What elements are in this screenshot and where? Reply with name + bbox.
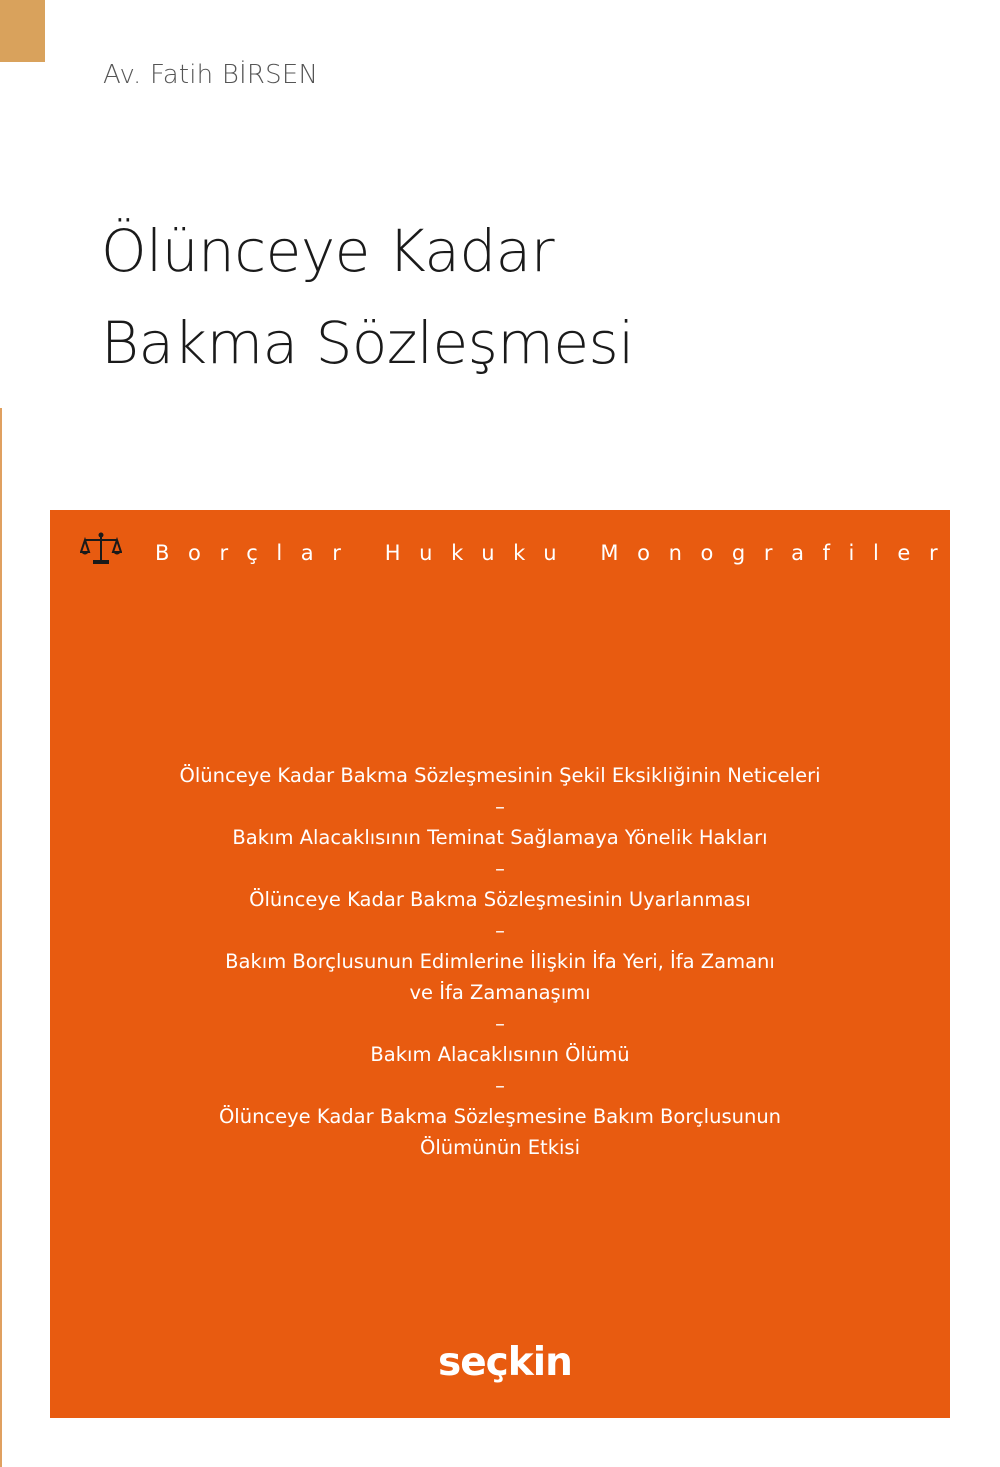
topic-item-continued: Ölümünün Etkisi	[419, 1136, 580, 1159]
topic-item-continued: ve İfa Zamanaşımı	[409, 981, 591, 1004]
author-name: Av. Fatih BİRSEN	[103, 60, 319, 90]
book-title-line-2: Bakma Sözleşmesi	[101, 309, 634, 377]
topic-separator: –	[495, 857, 505, 880]
corner-tab	[0, 0, 45, 62]
scale-of-justice-icon	[80, 531, 122, 567]
publisher-logo: seçkin	[438, 1340, 572, 1385]
topic-separator: –	[495, 1074, 505, 1097]
topic-item: Ölünceye Kadar Bakma Sözleşmesinin Şekil Eksikliğinin Neticeleri	[179, 764, 821, 787]
book-title	[101, 205, 634, 389]
topic-list	[100, 760, 900, 1163]
topic-item: Bakım Borçlusunun Edimlerine İlişkin İfa Yeri, İfa Zamanı	[225, 950, 775, 973]
series-name: Borçlar Hukuku Monografileri	[155, 541, 981, 565]
spine-line	[0, 408, 2, 1467]
topic-item: Bakım Alacaklısının Teminat Sağlamaya Yönelik Hakları	[232, 826, 768, 849]
topic-item: Ölünceye Kadar Bakma Sözleşmesinin Uyarlanması	[249, 888, 751, 911]
topic-separator: –	[495, 919, 505, 942]
topic-separator: –	[495, 1012, 505, 1035]
topic-separator: –	[495, 795, 505, 818]
book-title-line-1: Ölünceye Kadar	[101, 217, 555, 285]
topic-item: Ölünceye Kadar Bakma Sözleşmesine Bakım Borçlusunun	[218, 1105, 782, 1128]
topic-item: Bakım Alacaklısının Ölümü	[370, 1043, 630, 1066]
